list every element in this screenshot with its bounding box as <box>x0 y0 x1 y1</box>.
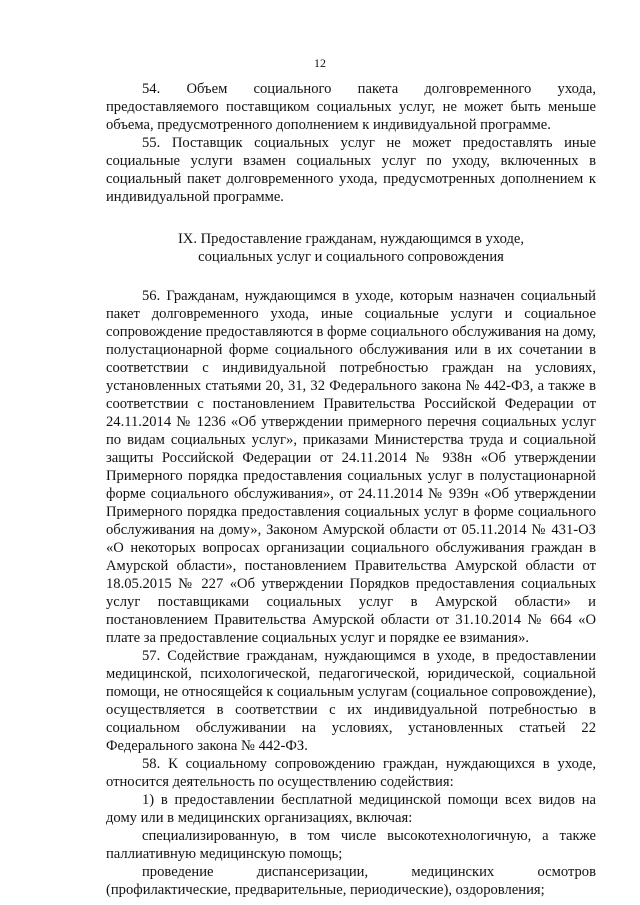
paragraph-54: 54. Объем социального пакета долговременного ухода, предоставляемого поставщиком социальных услуг, не может быть меньше объема, предусмотренного дополнением к индивидуальной программе. <box>106 81 596 133</box>
section-heading-line-1: IX. Предоставление гражданам, нуждающимся в уходе, <box>177 231 525 247</box>
paragraph-57: 57. Содействие гражданам, нуждающимся в уходе, в предоставлении медицинской, психологической, педагогической, юридической, социальной помощи, не относящейся к социальным услугам (социальное сопровождение), осуществляется в соответствии с их индивидуальной потребностью в социальном обслуживании на условиях, установленных статьей 22 Федерального закона № 442-ФЗ. <box>106 648 596 754</box>
section-heading-line-2: социальных услуг и социального сопровождения <box>198 249 504 265</box>
paragraph-56: 56. Гражданам, нуждающимся в уходе, которым назначен социальный пакет долговременного ухода, иные социальные услуги и социальное сопровождение предоставляются в форме социального обслуживания на дому, полустационарной форме социального обслуживания или в их сочетании в соответствии с индивидуальной потребностью граждан на условиях, установленных статьями 20, 31, 32 Федерального закона № 442-ФЗ, а также в соответствии с постановлением Правительства Российской Федерации от 24.11.2014 № 1236 «Об утверждении примерного перечня социальных услуг по видам социальных услуг», приказами Министерства труда и социальной защиты Российской Федерации от 24.11.2014 № 938н «Об утверждении Примерного порядка предоставления социальных услуг в полустационарной форме социального обслуживания», от 24.11.2014 № 939н «Об утверждении Примерного порядка предоставления социальных услуг в форме социального обслуживания на дому», Законом Амурской области от 05.11.2014 № 431-ОЗ «О некоторых вопросах организации социального обслуживания граждан в Амурской области», постановлением Правительства Амурской области от 18.05.2015 № 227 «Об утверждении Порядков предоставления социальных услуг поставщиками социальных услуг в Амурской области» и постановлением Правительства Амурской области от 31.10.2014 № 664 «О плате за предоставление социальных услуг и порядке ее взимания». <box>106 288 596 646</box>
document-body <box>106 80 596 899</box>
page-number: 12 <box>314 56 326 70</box>
paragraph-55: 55. Поставщик социальных услуг не может предоставлять иные социальные услуги взамен социальных услуг по уходу, включенных в социальный пакет долговременного ухода, предусмотренных дополнением к индивидуальной программе. <box>106 135 596 205</box>
paragraph-58-item-1-specialized: специализированную, в том числе высокотехнологичную, а также паллиативную медицинскую помощь; <box>106 828 596 862</box>
paragraph-58-item-1: 1) в предоставлении бесплатной медицинской помощи всех видов на дому или в медицинских организациях, включая: <box>106 792 596 826</box>
paragraph-58-item-1-dispensary: проведение диспансеризации, медицинских осмотров (профилактические, предварительные, периодические), оздоровления; <box>106 864 596 898</box>
paragraph-58: 58. К социальному сопровождению граждан, нуждающихся в уходе, относится деятельность по осуществлению содействия: <box>106 756 596 790</box>
section-heading <box>106 230 596 266</box>
